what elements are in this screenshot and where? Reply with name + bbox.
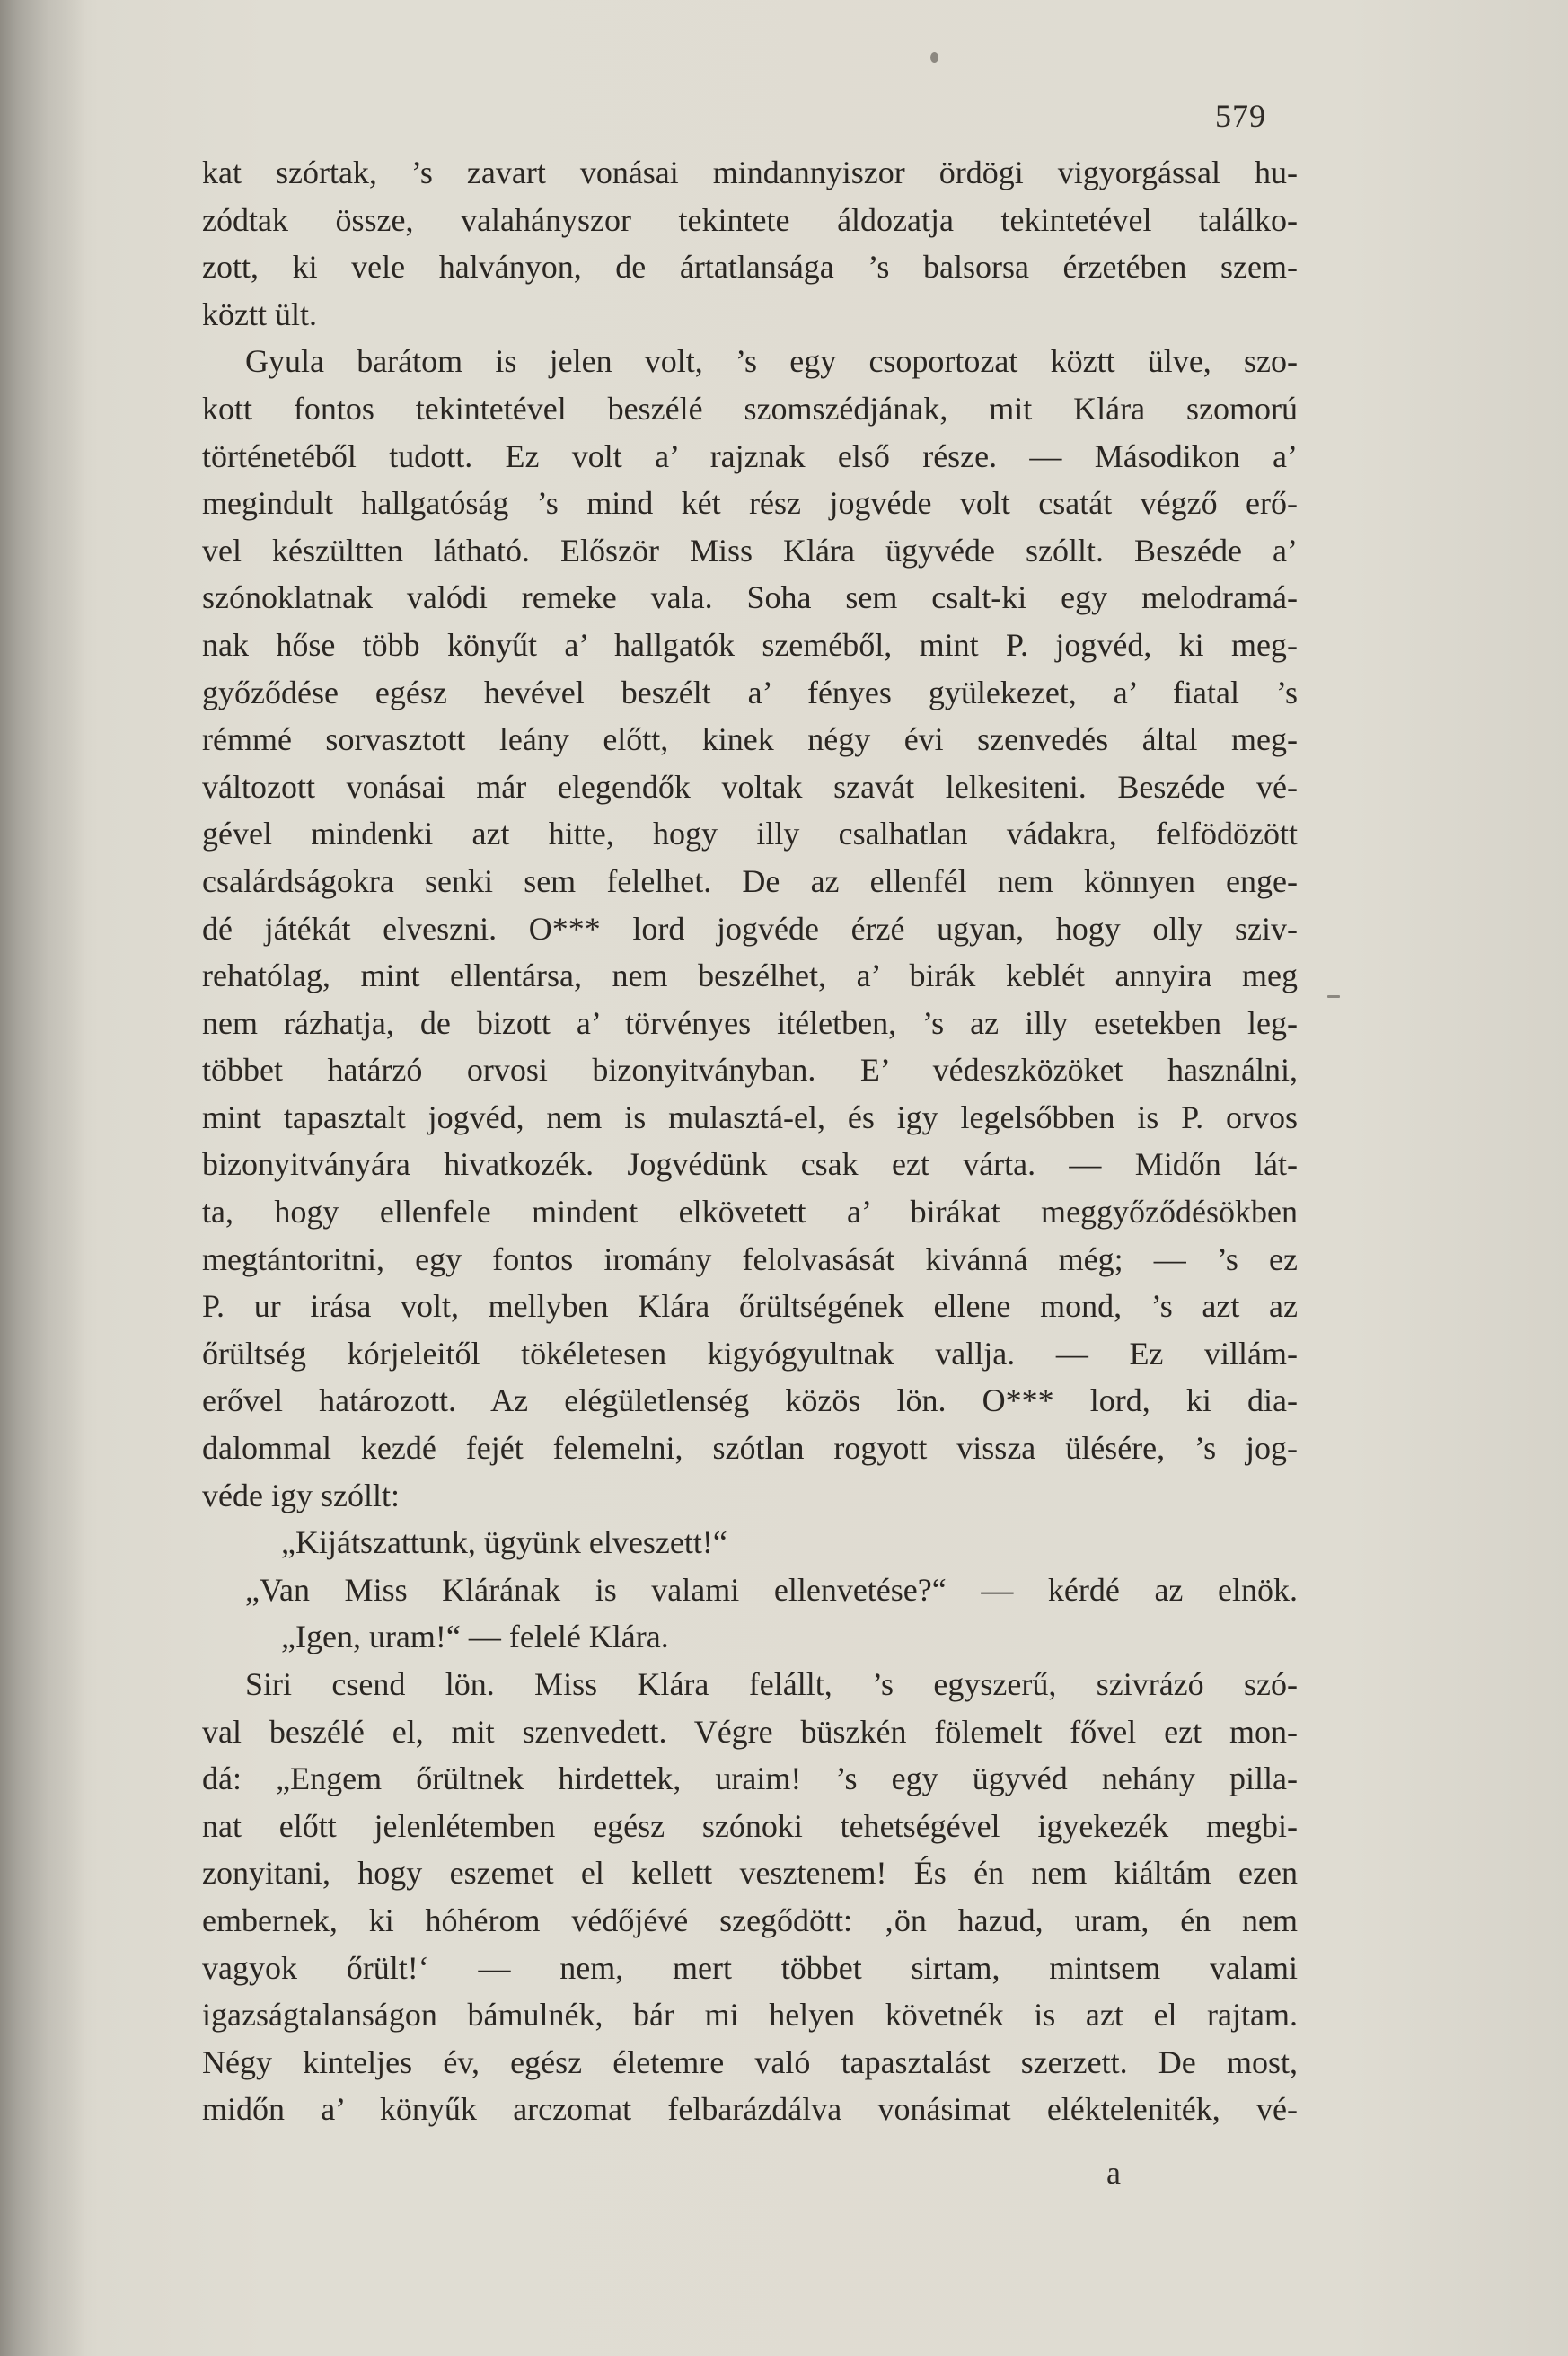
body-text: [202, 149, 1298, 2133]
text-line: embernek, ki hóhérom védőjévé szegődött: ‚ön hazud, uram, én nem: [202, 1902, 1298, 1938]
text-line: köztt ült.: [202, 296, 317, 332]
text-line: erővel határozott. Az elégületlenség közös lön. O*** lord, ki dia-: [202, 1382, 1298, 1419]
dialogue-line: „Igen, uram!“ — felelé Klára.: [281, 1619, 669, 1655]
paper-speck: [930, 52, 938, 63]
text-line: bizonyitványára hivatkozék. Jogvédünk csak ezt várta. — Midőn lát-: [202, 1146, 1298, 1183]
text-line: megindult hallgatóság ’s mind két rész jogvéde volt csatát végző erő-: [202, 485, 1298, 522]
text-line: P. ur irása volt, mellyben Klára őrültségének ellene mond, ’s azt az: [202, 1288, 1298, 1325]
page-number: 579: [1215, 98, 1266, 134]
text-line: zonyitani, hogy eszemet el kellett vesztenem! És én nem kiáltám ezen: [202, 1855, 1298, 1892]
text-line: Gyula barátom is jelen volt, ’s egy csoportozat köztt ülve, szo-: [245, 343, 1298, 380]
text-line: zódtak össze, valahányszor tekintete áldozatja tekintetével találko-: [202, 201, 1298, 238]
text-line: midőn a’ könyűk arczomat felbarázdálva vonásimat elékteleniték, vé-: [202, 2091, 1298, 2128]
text-line: nat előtt jelenlétemben egész szónoki tehetségével igyekezék megbi-: [202, 1807, 1298, 1844]
text-line: vagyok őrült!‘ — nem, mert többet sirtam, mintsem valami: [202, 1949, 1298, 1986]
text-line: val beszélé el, mit szenvedett. Végre büszkén fölemelt fővel ezt mon-: [202, 1713, 1298, 1750]
text-line: győződése egész hevével beszélt a’ fényes gyülekezet, a’ fiatal ’s: [202, 674, 1298, 710]
text-line: igazságtalanságon bámulnék, bár mi helyen követnék is azt el rajtam.: [202, 1997, 1298, 2034]
text-line: dá: „Engem őrültnek hirdettek, uraim! ’s egy ügyvéd nehány pilla-: [202, 1760, 1298, 1797]
dialogue-line: „Kijátszattunk, ügyünk elveszett!“: [281, 1524, 727, 1561]
text-line: nem rázhatja, de bizott a’ törvényes itéletben, ’s az illy esetekben leg-: [202, 1004, 1298, 1041]
text-line: megtántoritni, egy fontos iromány felolvasását kivánná még; — ’s ez: [202, 1240, 1298, 1277]
text-line: kott fontos tekintetével beszélé szomszédjának, mit Klára szomorú: [202, 390, 1298, 427]
text-line: történetéből tudott. Ez volt a’ rajznak első része. — Másodikon a’: [202, 437, 1298, 474]
text-line: véde igy szóllt:: [202, 1477, 400, 1513]
catchword: a: [1106, 2155, 1121, 2191]
binding-shadow: [0, 0, 85, 2356]
text-line: nak hőse több könyűt a’ hallgatók szeméből, mint P. jogvéd, ki meg-: [202, 626, 1298, 663]
text-line: változott vonásai már elegendők voltak szavát lelkesiteni. Beszéde vé-: [202, 768, 1298, 805]
text-line: rémmé sorvasztott leány előtt, kinek négy évi szenvedés által meg-: [202, 721, 1298, 758]
text-line: csalárdságokra senki sem felelhet. De az ellenfél nem könnyen enge-: [202, 862, 1298, 899]
text-line: gével mindenki azt hitte, hogy illy csalhatlan vádakra, felfödözött: [202, 816, 1298, 852]
text-line: dalommal kezdé fejét felemelni, szótlan rogyott vissza ülésére, ’s jog-: [202, 1430, 1298, 1467]
text-line: vel készültten látható. Először Miss Klára ügyvéde szóllt. Beszéde a’: [202, 532, 1298, 569]
text-line: dé játékát elveszni. O*** lord jogvéde érzé ugyan, hogy olly sziv-: [202, 910, 1298, 947]
text-line: szónoklatnak valódi remeke vala. Soha sem csalt-ki egy melodramá-: [202, 579, 1298, 616]
text-line: zott, ki vele halványon, de ártatlansága ’s balsorsa érzetében szem-: [202, 249, 1298, 286]
text-line: ta, hogy ellenfele mindent elkövetett a’ birákat meggyőződésökben: [202, 1194, 1298, 1231]
paper-speck: [1327, 995, 1340, 998]
text-line: Siri csend lön. Miss Klára felállt, ’s egyszerű, szivrázó szó-: [245, 1666, 1298, 1702]
text-line: rehatólag, mint ellentársa, nem beszélhet, a’ birák keblét annyira meg: [202, 957, 1298, 994]
text-line: többet határzó orvosi bizonyitványban. E’ védeszközöket használni,: [202, 1052, 1298, 1089]
text-line: Négy kinteljes év, egész életemre való tapasztalást szerzett. De most,: [202, 2043, 1298, 2080]
text-line: kat szórtak, ’s zavart vonásai mindannyiszor ördögi vigyorgással hu-: [202, 154, 1298, 190]
text-line: őrültség kórjeleitől tökéletesen kigyógyultnak vallja. — Ez villám-: [202, 1335, 1298, 1372]
dialogue-line: „Van Miss Klárának is valami ellenvetése?“ — kérdé az elnök.: [245, 1571, 1298, 1608]
text-line: mint tapasztalt jogvéd, nem is mulasztá-el, és igy legelsőbben is P. orvos: [202, 1099, 1298, 1135]
